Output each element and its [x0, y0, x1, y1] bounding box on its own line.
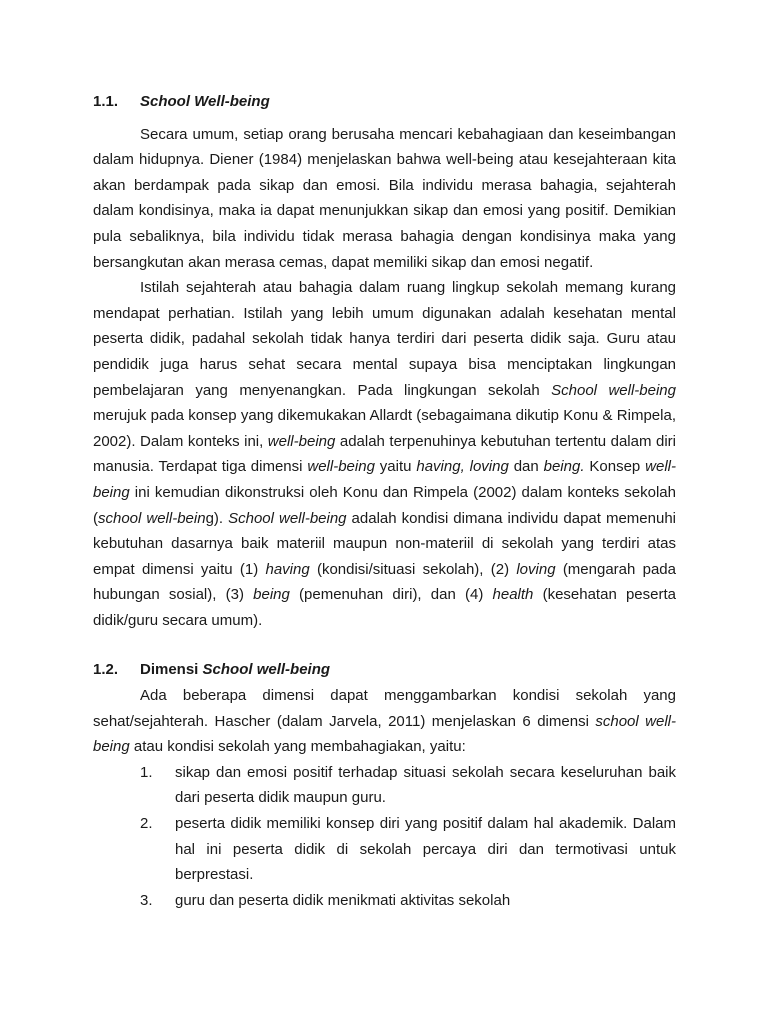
text-run: (kesehatan peserta didik/guru secara umum). [93, 586, 677, 629]
italic-text-run: school well-bein [98, 509, 206, 527]
document-body [93, 89, 676, 913]
italic-text-run: being [253, 586, 290, 604]
text-run: g). [205, 509, 229, 527]
italic-text-run: School well-being [228, 509, 347, 527]
section-heading-2 [93, 657, 676, 683]
section-number: 1.1. [93, 93, 119, 110]
text-run: (kondisi/situasi sekolah), (2) [309, 560, 517, 578]
list-item-number: 1. [140, 763, 153, 781]
section-title-italic: School well-being [202, 661, 331, 679]
text-run: dan [508, 458, 544, 476]
text-run: (mengarah pada hubungan sosial), (3) [93, 560, 676, 604]
italic-text-run: being. [543, 458, 585, 476]
section-title [140, 89, 270, 115]
section-title-plain: Dimensi [140, 661, 203, 679]
italic-text-run: well-being [307, 458, 375, 476]
list-item-text: peserta didik memiliki konsep diri yang positif dalam hal akademik. Dalam hal ini peserta didik di sekolah percaya diri dan termotivasi untuk berprestasi. [175, 815, 676, 884]
section-title-text: School Well-being [140, 93, 270, 110]
section-1-paragraphs [93, 122, 676, 634]
list-item [93, 888, 676, 914]
italic-text-run: well-being [267, 432, 336, 450]
text-run: adalah terpenuhinya kebutuhan tertentu dalam diri manusia. Terdapat tiga dimensi [93, 432, 676, 476]
section-2-intro-paragraph [93, 683, 676, 760]
italic-text-run: well-being [93, 458, 676, 501]
section-number: 1.2. [93, 661, 119, 679]
text-run: Secara umum, setiap orang berusaha mencari kebahagiaan dan keseimbangan dalam hidupnya. Diener (1984) menjelaskan bahwa well-being atau kesejahteraan kita akan berdampak pada sikap dan emosi. Bila individu merasa bahagia, sejahterah dalam kondisinya, maka ia dapat menunjukkan sikap dan emosi yang positif. Demikian pula sebaliknya, bila individu tidak merasa bahagia dengan kondisinya maka yang bersangkutan akan merasa cemas, dapat memiliki sikap dan emosi negatif. [93, 125, 676, 271]
text-run: Istilah sejahterah atau bahagia dalam ruang lingkup sekolah memang kurang mendapat perhatian. Istilah yang lebih umum digunakan adalah kesehatan mental peserta didik, padahal sekolah tidak hanya terdiri dari peserta didik saja. Guru atau pendidik juga harus sehat secara mental supaya bisa menciptakan lingkungan pembelajaran yang menyenangkan. Pada lingkungan sekolah [93, 279, 676, 399]
italic-text-run: health [492, 586, 534, 604]
italic-text-run: school well-being [93, 712, 676, 756]
list-item [93, 811, 676, 888]
body-paragraph [93, 122, 676, 276]
text-run: atau kondisi sekolah yang membahagiakan, yaitu: [129, 738, 466, 756]
list-item-text: guru dan peserta didik menikmati aktivitas sekolah [175, 891, 511, 909]
italic-text-run: School well-being [551, 381, 676, 399]
dimension-list [93, 760, 676, 914]
text-run: (pemenuhan diri), dan (4) [289, 586, 493, 604]
text-run: merujuk pada konsep yang dikemukakan Allardt (sebagaimana dikutip Konu & Rimpela, 2002). Dalam konteks ini, [93, 407, 676, 450]
text-run: ini kemudian dikonstruksi oleh Konu dan Rimpela (2002) dalam konteks sekolah ( [93, 483, 676, 527]
text-run: yaitu [374, 458, 417, 476]
body-paragraph [93, 275, 676, 633]
text-run: Ada beberapa dimensi dapat menggambarkan kondisi sekolah yang sehat/sejahterah. Hascher (dalam Jarvela, 2011) menjelaskan 6 dimensi [93, 687, 676, 730]
text-run: Konsep [584, 458, 646, 476]
list-item-text: sikap dan emosi positif terhadap situasi sekolah secara keseluruhan baik dari peserta didik maupun guru. [175, 763, 676, 807]
list-item-number: 3. [140, 891, 153, 909]
section-title [140, 657, 330, 683]
italic-text-run: loving [516, 560, 556, 578]
italic-text-run: having, loving [416, 458, 509, 476]
text-run: adalah kondisi dimana individu dapat memenuhi kebutuhan dasarnya baik materiil maupun non-materiil di sekolah yang terdiri atas empat dimensi yaitu (1) [93, 509, 676, 578]
section-heading-1 [93, 89, 676, 115]
italic-text-run: having [265, 560, 310, 578]
list-item-number: 2. [140, 815, 153, 833]
list-item [93, 760, 676, 811]
